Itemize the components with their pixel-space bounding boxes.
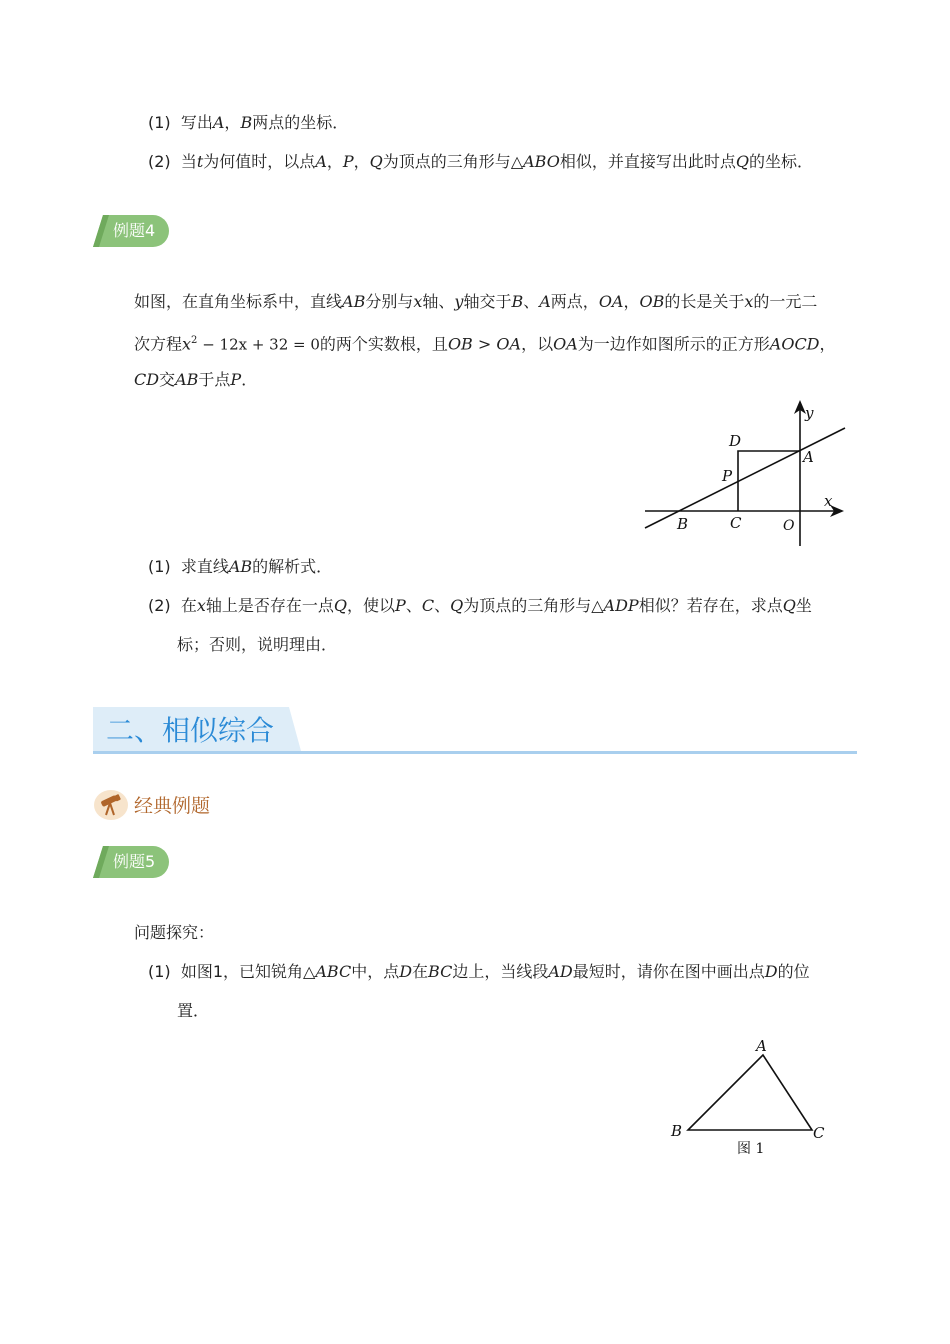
example-5-figure [665,1034,835,1164]
example-5-item-1: (1) 如图1，已知锐角△ABC中，点D在BC边上，当线段AD最短时，请你在图中画出点D的位 [148,962,810,981]
example-4-line-1: 如图，在直角坐标系中，直线AB分别与x轴、y轴交于B、A两点，OA，OB的长是关于x的一元二 [134,292,818,311]
label-p: P [722,467,733,485]
example-4-item-1: (1) 求直线AB的解析式． [148,557,333,576]
triangle-abc [688,1055,812,1130]
q-top-item-2: (2) 当t为何值时，以点A，P，Q为顶点的三角形与△ABO相似，并直接写出此时点Q的坐标． [148,152,813,171]
section-header [93,707,857,755]
example-4-item-2: (2) 在x轴上是否存在一点Q，使以P、C、Q为顶点的三角形与△ADP相似？若存在，求点Q坐 [148,596,812,615]
label-c: C [730,514,742,532]
telescope-icon [93,788,129,822]
figure-caption: 图 1 [737,1141,765,1157]
label-a: A [803,448,814,466]
classic-examples-header [93,788,293,822]
line-ab [645,428,845,528]
label-y: y [805,404,814,422]
example-4-line-3: CD交AB于点P． [134,370,258,389]
section-title: 二、相似综合 [106,714,275,747]
label-o: O [783,518,795,534]
q-top-item-1: (1) 写出A，B两点的坐标． [148,113,349,132]
classic-examples-label: 经典例题 [134,795,211,817]
example-5-tag [93,846,169,878]
example-4-tag [93,215,169,247]
example-5-item-1-cont: 置． [177,1001,210,1020]
example-5-label: 例题5 [113,852,156,871]
square-aocd [738,451,800,511]
example-4-line-2: 次方程$x^2 - 12x + 32 = 0$的两个实数根，且OB > OA，以OA为一边作如图所示的正方形AOCD， [134,334,836,354]
example-4-figure [640,396,855,551]
label-b: B [671,1122,683,1140]
example-4-item-2-cont: 标；否则，说明理由． [177,635,338,654]
example-5-intro: 问题探究： [134,923,215,942]
example-4-label: 例题4 [113,221,156,240]
label-x: x [824,492,833,510]
label-c: C [813,1124,825,1142]
label-d: D [729,432,742,450]
label-a: A [756,1037,767,1055]
label-b: B [677,515,689,533]
